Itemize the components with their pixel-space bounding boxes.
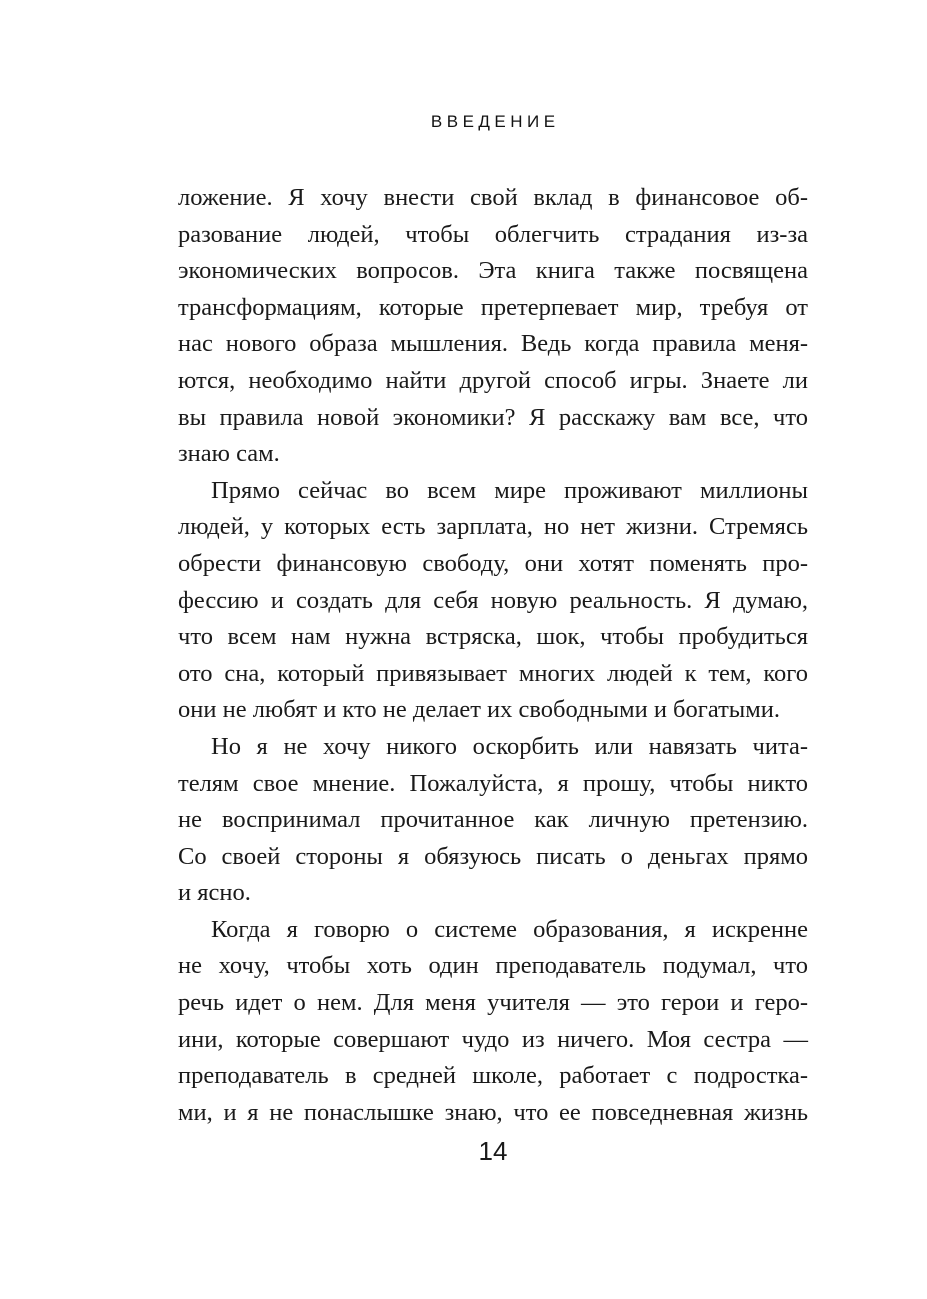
text-line: не воспринимал прочитанное как личную претензию. [178, 806, 808, 834]
text-line: не хочу, чтобы хоть один преподаватель подумал, что [178, 952, 808, 980]
page-number: 14 [478, 1136, 508, 1166]
text-line: экономических вопросов. Эта книга также посвящена [178, 257, 808, 285]
text-line: Когда я говорю о системе образования, я искренне [211, 915, 808, 943]
text-line: ми, и я не понаслышке знаю, что ее повседневная жизнь [178, 1098, 808, 1126]
text-line: ются, необходимо найти другой способ игры. Знаете ли [178, 366, 808, 394]
text-line: трансформациям, которые претерпевает мир, требуя от [178, 293, 808, 321]
running-header: ВВЕДЕНИЕ [430, 112, 560, 131]
text-line: Но я не хочу никого оскорбить или навязать чита- [211, 732, 808, 760]
text-line: ини, которые совершают чудо из ничего. Моя сестра — [178, 1025, 808, 1053]
body-text [178, 180, 808, 1131]
text-line: они не любят и кто не делает их свободными и богатыми. [178, 696, 780, 724]
text-line: телям свое мнение. Пожалуйста, я прошу, чтобы никто [178, 769, 808, 797]
text-line: речь идет о нем. Для меня учителя — это герои и геро- [178, 989, 808, 1017]
text-line: и ясно. [178, 879, 251, 907]
text-line: нас нового образа мышления. Ведь когда правила меня- [178, 330, 808, 358]
text-line: Прямо сейчас во всем мире проживают миллионы [211, 476, 808, 504]
text-line: преподаватель в средней школе, работает с подростка- [178, 1062, 808, 1090]
text-line: ложение. Я хочу внести свой вклад в финансовое об- [178, 184, 808, 211]
text-line: обрести финансовую свободу, они хотят поменять про- [178, 549, 808, 577]
text-line: Со своей стороны я обязуюсь писать о деньгах прямо [178, 842, 808, 870]
text-line: вы правила новой экономики? Я расскажу вам все, что [178, 403, 808, 431]
text-line: разование людей, чтобы облегчить страдания из-за [178, 220, 808, 248]
text-line: что всем нам нужна встряска, шок, чтобы пробудиться [178, 623, 808, 651]
text-line: людей, у которых есть зарплата, но нет жизни. Стремясь [178, 513, 808, 541]
text-line: фессию и создать для себя новую реальность. Я думаю, [178, 586, 808, 614]
text-line: ото сна, который привязывает многих людей к тем, кого [178, 659, 808, 687]
text-line: знаю сам. [178, 440, 280, 468]
